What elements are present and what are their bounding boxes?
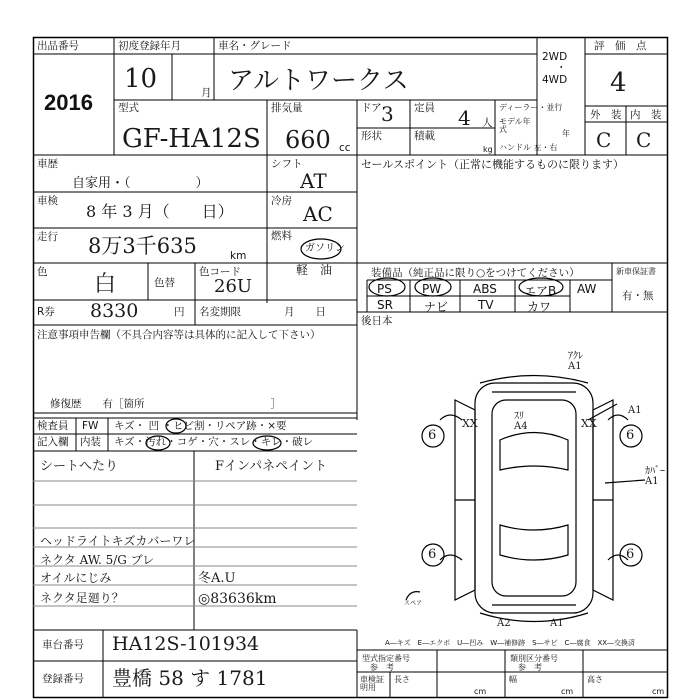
tire-front-right: 6 — [626, 428, 635, 443]
month-unit: 月 — [201, 87, 212, 99]
drive-2wd: 2WD — [542, 51, 568, 63]
inspector-row2-label: 記入欄 — [37, 436, 69, 448]
capacity-value: 4 — [458, 106, 471, 130]
fw-items: キズ・ 凹 ・ヒビ割・リペア跡・×要 — [114, 420, 287, 432]
inner-label: 内装 — [80, 436, 101, 448]
note-xx-right: XX — [581, 417, 597, 430]
height-unit: cm — [652, 687, 665, 696]
chassis-value: HA12S-101934 — [112, 633, 260, 655]
equip-aw: AW — [577, 282, 597, 296]
mileage-label: 走行 — [37, 231, 58, 243]
drive-dot: ・ — [556, 62, 567, 74]
equip-tv: TV — [478, 298, 494, 312]
yen-unit: 円 — [174, 306, 185, 318]
width-label: 幅 — [509, 675, 517, 684]
equipment-label: 装備品（純正品に限り○をつけてください） — [371, 267, 580, 279]
tire-rear-right: 6 — [626, 547, 635, 562]
shift-label: シフト — [271, 158, 303, 170]
history-value: 自家用・（ ） — [72, 176, 209, 191]
lot-number-label: 出品番号 — [37, 40, 79, 52]
ac-value: AC — [303, 202, 333, 226]
displacement-value: 660 — [285, 126, 331, 154]
type-class-ref: 参 考 — [518, 663, 542, 672]
note-spare: スペア — [404, 600, 423, 607]
equip-leather: カワ — [527, 300, 552, 314]
handle-label: ハンドル 左・右 — [499, 143, 558, 152]
capacity-label: 定員 — [414, 102, 435, 114]
note-a1-bottom: A1 — [550, 618, 564, 629]
length-unit: cm — [474, 687, 487, 696]
equip-ps: PS — [377, 282, 392, 296]
type-spec-ref: 参 考 — [370, 663, 394, 672]
inspection-value: 8 年 3 月（ 日） — [86, 202, 234, 221]
color-code-label: 色コード — [199, 266, 241, 278]
grade-label: 評 価 点 — [594, 40, 647, 52]
history-label: 車歴 — [37, 158, 58, 170]
reg-value: 豊橋 58 す 1781 — [112, 666, 268, 690]
shift-value: AT — [300, 169, 327, 193]
color-label: 色 — [37, 266, 48, 278]
note-side: ｶﾊﾞｰ A1 — [645, 466, 665, 487]
fuel-diesel: 軽 油 — [296, 263, 333, 277]
displacement-label: 排気量 — [271, 102, 303, 114]
note-right-top: A1 — [628, 405, 642, 416]
sales-point-label: セールスポイント（正常に機能するものに限ります） — [361, 158, 625, 171]
model-label: 型式 — [118, 102, 139, 114]
load-unit: kg — [483, 145, 493, 154]
color-value: 白 — [94, 272, 117, 297]
fw-label: FW — [82, 420, 99, 432]
grade-value: 4 — [610, 68, 627, 98]
doors-value: 3 — [381, 102, 394, 126]
remark-left-5: ヘッドライトキズカバーワレ — [40, 534, 196, 548]
mileage-unit: km — [230, 250, 247, 262]
tire-front-left: 6 — [428, 428, 437, 443]
equip-abs: ABS — [473, 282, 497, 296]
type-class-label: 類別区分番号 — [510, 654, 558, 663]
remark-left-7: オイルにじみ — [40, 571, 112, 585]
displacement-unit: cc — [339, 142, 351, 154]
rear-seat-label: 後日本 — [361, 315, 393, 327]
chassis-label: 車台番号 — [42, 639, 84, 651]
recycle-label: R券 — [37, 306, 55, 318]
exterior-value: C — [596, 128, 612, 152]
repair-history: 修復歴 有［箇所 ］ — [50, 398, 281, 410]
warranty-label: 新車保証書 — [616, 267, 656, 276]
cert-label: 車検証明用 — [360, 675, 384, 692]
remark-right-7: 冬A.U — [198, 571, 236, 586]
note-xx-left: XX — [462, 417, 478, 430]
tire-rear-left: 6 — [428, 547, 437, 562]
equip-sr: SR — [377, 298, 393, 312]
drive-4wd: 4WD — [542, 74, 568, 86]
remark-left-8: ネクタ足廻り？ — [40, 591, 124, 605]
reg-label: 登録番号 — [42, 673, 84, 685]
car-name-value: アルトワークス — [228, 66, 409, 96]
remark-left-1: シートへたり — [40, 459, 119, 474]
remark-right-8: ◎83636km — [198, 591, 277, 607]
dealer-label: ディーラー・並行 — [499, 103, 563, 112]
interior-label: 内 装 — [630, 109, 662, 121]
first-reg-value: 10 — [124, 64, 158, 94]
fuel-gasoline: ガソリン — [305, 243, 345, 254]
note-roof: ｽﾘ A4 — [514, 411, 528, 432]
inner-items: キズ・汚れ・コゲ・穴・スレ・キレ・破レ — [114, 436, 314, 448]
year-unit: 年 — [562, 129, 570, 138]
note-a2: A2 — [497, 618, 511, 629]
color-change-label: 色替 — [154, 277, 175, 289]
remark-left-6: ネクタ AW. 5/G ブレ — [40, 553, 155, 567]
equip-airbag: エアB — [524, 284, 557, 298]
inspection-label: 車検 — [37, 195, 58, 207]
lot-number: 2016 — [44, 90, 93, 115]
equip-pw: PW — [422, 282, 442, 296]
note-top: ｱｸﾚ A1 — [568, 351, 583, 372]
interior-value: C — [636, 128, 652, 152]
mileage-value: 8万3千635 — [88, 234, 197, 258]
inspector-row1-label: 検査員 — [37, 420, 69, 432]
damage-legend: A―キズ E―エクボ U―凹み W―補修跡 S―サビ C―腐食 XX―交換済 — [385, 639, 636, 647]
car-name-label: 車名・グレード — [218, 40, 292, 52]
load-label: 積載 — [414, 130, 435, 142]
width-unit: cm — [561, 687, 574, 696]
length-label: 長さ — [394, 675, 410, 684]
name-change-label: 名変期限 — [199, 306, 241, 318]
notes-label: 注意事項申告欄（不具合内容等は具体的に記入して下さい） — [37, 329, 321, 341]
model-value: GF-HA12S — [122, 124, 261, 154]
warranty-value: 有・無 — [622, 290, 654, 302]
ac-label: 冷房 — [271, 195, 292, 207]
remark-right-1: Fインパネペイント — [215, 459, 328, 474]
name-change-value: 月 日 — [284, 306, 326, 318]
model-year-label: モデル年式 — [499, 117, 531, 134]
equip-navi: ナビ — [424, 300, 449, 314]
doors-label: ドア — [361, 102, 382, 114]
first-reg-label: 初度登録年月 — [118, 40, 181, 52]
type-spec-label: 型式指定番号 — [362, 654, 410, 663]
shape-label: 形状 — [361, 130, 382, 142]
recycle-value: 8330 — [90, 300, 139, 322]
exterior-label: 外 装 — [590, 109, 622, 121]
height-label: 高さ — [587, 675, 603, 684]
fuel-label: 燃料 — [271, 230, 292, 242]
color-code-value: 26U — [214, 276, 253, 297]
capacity-unit: 人 — [482, 117, 493, 129]
